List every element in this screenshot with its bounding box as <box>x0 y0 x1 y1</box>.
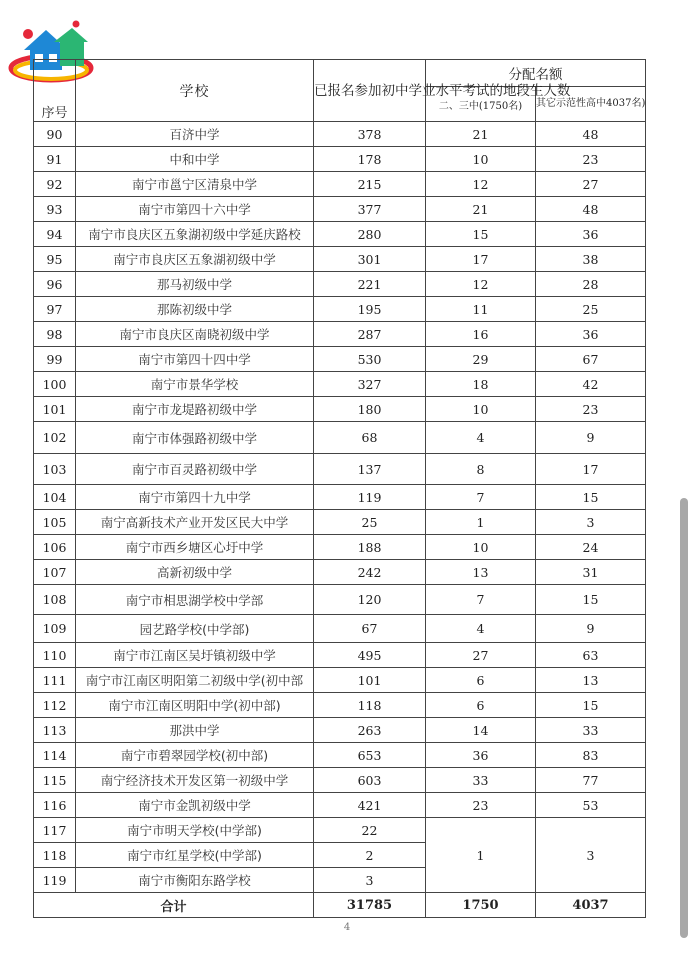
school-name: 南宁市百灵路初级中学 <box>76 454 314 485</box>
quota-2-3: 7 <box>426 485 536 510</box>
quota-other: 63 <box>536 643 646 668</box>
school-name: 那洪中学 <box>76 718 314 743</box>
quota-2-3: 4 <box>426 615 536 643</box>
school-name: 南宁市衡阳东路学校 <box>76 868 314 893</box>
table-row <box>34 372 646 397</box>
quota-other: 27 <box>536 172 646 197</box>
quota-2-3: 10 <box>426 397 536 422</box>
header-quota-other: 其它示范性高中4037名) <box>536 87 646 122</box>
table-row <box>34 643 646 668</box>
row-index: 114 <box>34 743 76 768</box>
table-row <box>34 454 646 485</box>
row-index: 98 <box>34 322 76 347</box>
quota-2-3: 6 <box>426 668 536 693</box>
quota-other: 28 <box>536 272 646 297</box>
quota-other: 9 <box>536 422 646 454</box>
school-name: 南宁市第四十四中学 <box>76 347 314 372</box>
quota-2-3: 18 <box>426 372 536 397</box>
school-name: 南宁市体强路初级中学 <box>76 422 314 454</box>
quota-other: 23 <box>536 397 646 422</box>
student-count: 3 <box>314 868 426 893</box>
header-student-count: 已报名参加初中学业水平考试的地段生人数 <box>314 60 426 122</box>
row-index: 95 <box>34 247 76 272</box>
quota-2-3: 21 <box>426 122 536 147</box>
quota-2-3: 1 <box>426 510 536 535</box>
student-count: 530 <box>314 347 426 372</box>
row-index: 97 <box>34 297 76 322</box>
table-row <box>34 585 646 615</box>
school-name: 南宁经济技术开发区第一初级中学 <box>76 768 314 793</box>
total-quota-other: 4037 <box>536 893 646 918</box>
quota-other: 3 <box>536 510 646 535</box>
quota-other: 48 <box>536 197 646 222</box>
table-row <box>34 247 646 272</box>
quota-2-3: 17 <box>426 247 536 272</box>
school-name: 南宁市江南区明阳中学(初中部) <box>76 693 314 718</box>
row-index: 93 <box>34 197 76 222</box>
total-quota-2-3: 1750 <box>426 893 536 918</box>
quota-2-3: 21 <box>426 197 536 222</box>
row-index: 103 <box>34 454 76 485</box>
table-row <box>34 422 646 454</box>
row-index: 100 <box>34 372 76 397</box>
quota-other: 42 <box>536 372 646 397</box>
row-index: 94 <box>34 222 76 247</box>
row-index: 118 <box>34 843 76 868</box>
table-row <box>34 322 646 347</box>
quota-2-3: 7 <box>426 585 536 615</box>
student-count: 653 <box>314 743 426 768</box>
student-count: 287 <box>314 322 426 347</box>
row-index: 99 <box>34 347 76 372</box>
school-name: 那陈初级中学 <box>76 297 314 322</box>
row-index: 107 <box>34 560 76 585</box>
student-count: 263 <box>314 718 426 743</box>
quota-table <box>33 59 646 918</box>
quota-other: 15 <box>536 693 646 718</box>
student-count: 25 <box>314 510 426 535</box>
student-count: 280 <box>314 222 426 247</box>
school-name: 中和中学 <box>76 147 314 172</box>
table-row <box>34 693 646 718</box>
student-count: 118 <box>314 693 426 718</box>
quota-other: 77 <box>536 768 646 793</box>
quota-other: 15 <box>536 485 646 510</box>
student-count: 178 <box>314 147 426 172</box>
table-row <box>34 485 646 510</box>
table-row <box>34 122 646 147</box>
school-name: 南宁市金凯初级中学 <box>76 793 314 818</box>
table-row <box>34 172 646 197</box>
quota-2-3: 4 <box>426 422 536 454</box>
quota-2-3: 13 <box>426 560 536 585</box>
quota-other: 36 <box>536 322 646 347</box>
header-distribution: 分配名额 <box>426 60 646 87</box>
quota-other: 24 <box>536 535 646 560</box>
student-count: 495 <box>314 643 426 668</box>
student-count: 119 <box>314 485 426 510</box>
row-index: 113 <box>34 718 76 743</box>
table-row <box>34 743 646 768</box>
row-index: 105 <box>34 510 76 535</box>
student-count: 377 <box>314 197 426 222</box>
row-index: 92 <box>34 172 76 197</box>
quota-other: 17 <box>536 454 646 485</box>
school-name: 南宁市邕宁区清泉中学 <box>76 172 314 197</box>
row-index: 112 <box>34 693 76 718</box>
row-index: 108 <box>34 585 76 615</box>
row-index: 101 <box>34 397 76 422</box>
total-row <box>34 893 646 918</box>
student-count: 242 <box>314 560 426 585</box>
quota-other: 33 <box>536 718 646 743</box>
student-count: 301 <box>314 247 426 272</box>
row-index: 91 <box>34 147 76 172</box>
table-row <box>34 615 646 643</box>
total-label: 合计 <box>34 893 314 918</box>
school-name: 园艺路学校(中学部) <box>76 615 314 643</box>
table-row <box>34 535 646 560</box>
table-header-row <box>34 60 646 87</box>
quota-2-3: 12 <box>426 172 536 197</box>
school-name: 南宁市良庆区五象湖初级中学 <box>76 247 314 272</box>
student-count: 101 <box>314 668 426 693</box>
quota-2-3: 10 <box>426 147 536 172</box>
quota-2-3: 23 <box>426 793 536 818</box>
student-count: 67 <box>314 615 426 643</box>
table-row <box>34 818 646 843</box>
row-index: 109 <box>34 615 76 643</box>
quota-other: 48 <box>536 122 646 147</box>
school-name: 南宁市相思湖学校中学部 <box>76 585 314 615</box>
quota-other: 31 <box>536 560 646 585</box>
student-count: 120 <box>314 585 426 615</box>
merged-quota-other: 3 <box>536 818 646 893</box>
row-index: 104 <box>34 485 76 510</box>
total-count: 31785 <box>314 893 426 918</box>
row-index: 119 <box>34 868 76 893</box>
table-row <box>34 560 646 585</box>
row-index: 117 <box>34 818 76 843</box>
student-count: 180 <box>314 397 426 422</box>
quota-other: 67 <box>536 347 646 372</box>
quota-2-3: 14 <box>426 718 536 743</box>
student-count: 195 <box>314 297 426 322</box>
student-count: 2 <box>314 843 426 868</box>
table-row <box>34 397 646 422</box>
quota-other: 15 <box>536 585 646 615</box>
row-index: 111 <box>34 668 76 693</box>
quota-2-3: 8 <box>426 454 536 485</box>
student-count: 188 <box>314 535 426 560</box>
student-count: 137 <box>314 454 426 485</box>
student-count: 327 <box>314 372 426 397</box>
quota-other: 9 <box>536 615 646 643</box>
student-count: 22 <box>314 818 426 843</box>
header-school: 学校 <box>76 60 314 122</box>
school-name: 南宁市龙堤路初级中学 <box>76 397 314 422</box>
school-name: 南宁市景华学校 <box>76 372 314 397</box>
row-index: 106 <box>34 535 76 560</box>
school-name: 南宁市良庆区南晓初级中学 <box>76 322 314 347</box>
quota-2-3: 6 <box>426 693 536 718</box>
header-quota-2-3: 二、三中(1750名) <box>426 87 536 122</box>
quota-other: 38 <box>536 247 646 272</box>
school-name: 南宁市江南区吴圩镇初级中学 <box>76 643 314 668</box>
quota-2-3: 12 <box>426 272 536 297</box>
row-index: 116 <box>34 793 76 818</box>
school-name: 南宁市明天学校(中学部) <box>76 818 314 843</box>
quota-other: 13 <box>536 668 646 693</box>
quota-other: 83 <box>536 743 646 768</box>
quota-other: 53 <box>536 793 646 818</box>
table-row <box>34 147 646 172</box>
school-name: 南宁市西乡塘区心圩中学 <box>76 535 314 560</box>
student-count: 421 <box>314 793 426 818</box>
school-name: 南宁市第四十六中学 <box>76 197 314 222</box>
quota-other: 25 <box>536 297 646 322</box>
student-count: 603 <box>314 768 426 793</box>
school-name: 南宁高新技术产业开发区民大中学 <box>76 510 314 535</box>
student-count: 378 <box>314 122 426 147</box>
table-row <box>34 272 646 297</box>
quota-2-3: 29 <box>426 347 536 372</box>
school-name: 南宁市第四十九中学 <box>76 485 314 510</box>
student-count: 215 <box>314 172 426 197</box>
student-count: 68 <box>314 422 426 454</box>
header-index: 序号 <box>34 60 76 122</box>
school-name: 南宁市红星学校(中学部) <box>76 843 314 868</box>
table-row <box>34 510 646 535</box>
table-row <box>34 222 646 247</box>
student-count: 221 <box>314 272 426 297</box>
row-index: 110 <box>34 643 76 668</box>
quota-2-3: 27 <box>426 643 536 668</box>
quota-other: 36 <box>536 222 646 247</box>
page-number: 4 <box>343 922 351 933</box>
school-name: 南宁市良庆区五象湖初级中学延庆路校 <box>76 222 314 247</box>
quota-2-3: 11 <box>426 297 536 322</box>
school-name: 南宁市碧翠园学校(初中部) <box>76 743 314 768</box>
row-index: 96 <box>34 272 76 297</box>
table-row <box>34 768 646 793</box>
row-index: 102 <box>34 422 76 454</box>
quota-2-3: 36 <box>426 743 536 768</box>
scrollbar[interactable] <box>680 498 688 938</box>
school-name: 南宁市江南区明阳第二初级中学(初中部 <box>76 668 314 693</box>
merged-quota-2-3: 1 <box>426 818 536 893</box>
school-name: 那马初级中学 <box>76 272 314 297</box>
quota-2-3: 10 <box>426 535 536 560</box>
table-row <box>34 347 646 372</box>
quota-2-3: 16 <box>426 322 536 347</box>
quota-2-3: 33 <box>426 768 536 793</box>
school-name: 百济中学 <box>76 122 314 147</box>
row-index: 115 <box>34 768 76 793</box>
table-row <box>34 718 646 743</box>
table-row <box>34 668 646 693</box>
table-row <box>34 197 646 222</box>
table-row <box>34 793 646 818</box>
quota-other: 23 <box>536 147 646 172</box>
school-name: 高新初级中学 <box>76 560 314 585</box>
table-row <box>34 297 646 322</box>
quota-2-3: 15 <box>426 222 536 247</box>
row-index: 90 <box>34 122 76 147</box>
